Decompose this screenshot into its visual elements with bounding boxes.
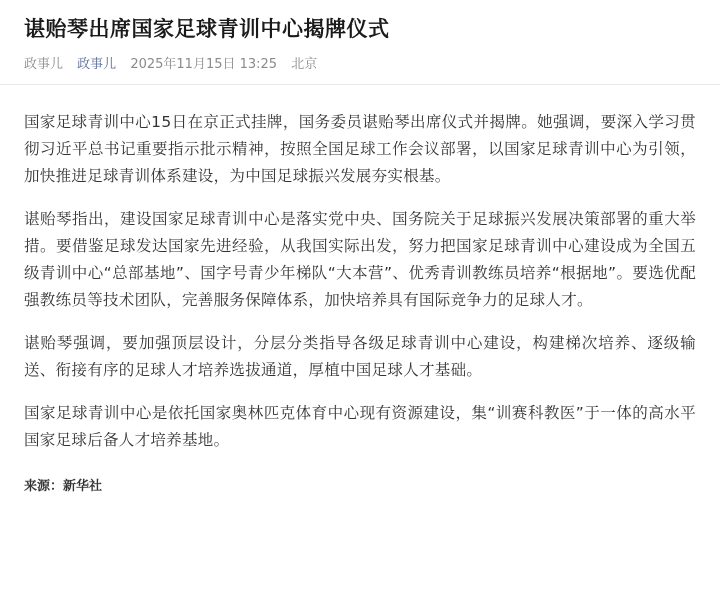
author-name: 政事儿 [24,57,64,72]
article-body [24,109,696,454]
account-link[interactable]: 政事儿 [77,57,117,72]
article-source: 来源：新华社 [24,479,103,494]
paragraph-4: 国家足球青训中心是依托国家奥林匹克体育中心现有资源建设，集“训赛科教医”于一体的高水平国家足球后备人才培养基地。 [24,404,696,449]
publish-time: 2025年11月15日 13:25 [130,57,278,72]
paragraph-2: 谌贻琴指出，建设国家足球青训中心是落实党中央、国务院关于足球振兴发展决策部署的重大举措。要借鉴足球发达国家先进经验，从我国实际出发，努力把国家足球青训中心建设成为全国五级青训中心“总部基地”、国字号青少年梯队“大本营”、优秀青训教练员培养“根据地”。要选优配强教练员等技术团队，完善服务保障体系，加快培养具有国际竞争力的足球人才。 [24,210,696,309]
header-divider [0,84,720,85]
article-meta [24,56,696,74]
paragraph-1: 国家足球青训中心15日在京正式挂牌，国务委员谌贻琴出席仪式并揭牌。她强调，要深入学习贯彻习近平总书记重要指示批示精神，按照全国足球工作会议部署，以国家足球青训中心为引领，加快推进足球青训体系建设，为中国足球振兴发展夯实根基。 [24,113,696,185]
publish-location: 北京 [291,57,318,72]
article-title: 谌贻琴出席国家足球青训中心揭牌仪式 [24,17,390,41]
paragraph-3: 谌贻琴强调，要加强顶层设计，分层分类指导各级足球青训中心建设，构建梯次培养、逐级输送、衔接有序的足球人才培养选拔通道，厚植中国足球人才基础。 [24,334,696,379]
